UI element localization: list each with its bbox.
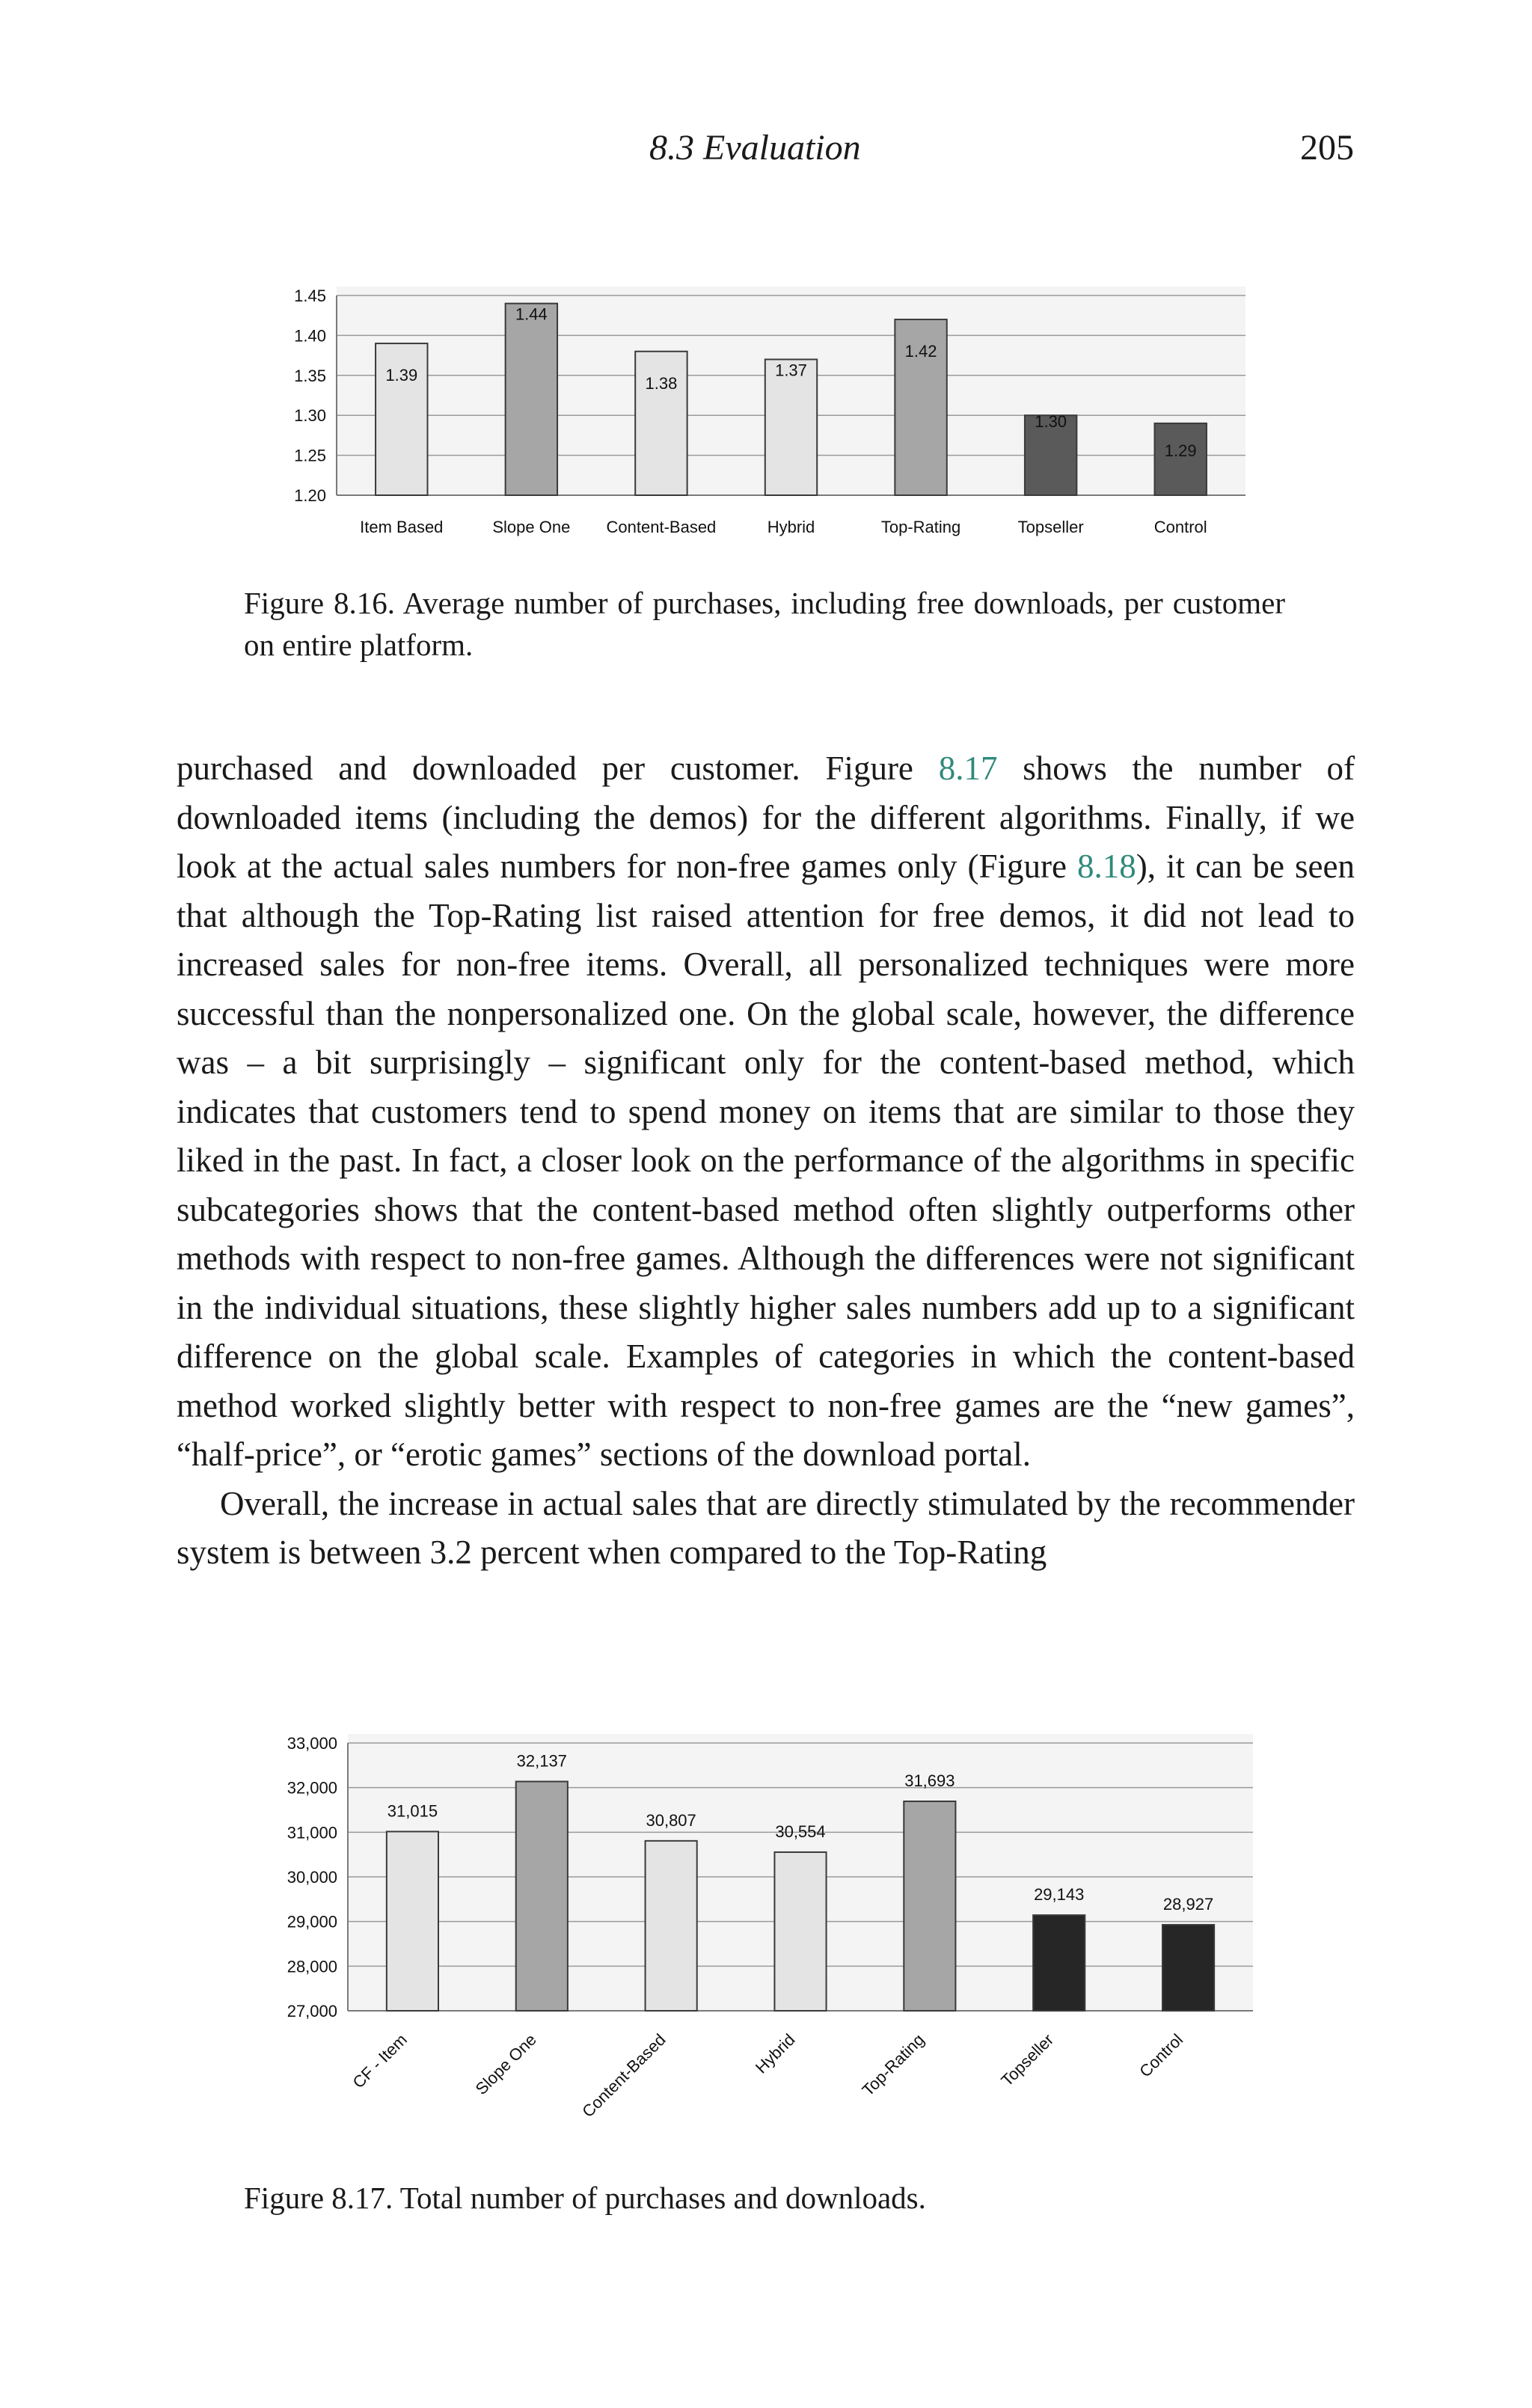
y-tick-label: 29,000 [287,1912,337,1931]
x-tick-label: Slope One [471,2029,540,2099]
y-tick-label: 33,000 [287,1734,337,1753]
data-label: 31,015 [387,1801,438,1821]
y-tick-label: 32,000 [287,1778,337,1798]
bar [506,304,557,495]
paragraph-1-text-a: purchased and downloaded per customer. Figure [177,750,939,787]
y-tick-label: 1.25 [294,446,326,465]
data-label: 28,927 [1162,1895,1214,1914]
x-tick-label: Hybrid [767,518,815,536]
y-tick-label: 1.40 [294,326,326,346]
paragraph-1-text-b: shows the number of downloaded items (including the demos) for the different algorithms. Finally, if we look at the actual sales numbers for non-free games only (Figure [177,750,1355,885]
y-tick-label: 27,000 [287,2002,337,2021]
bar [646,1841,697,2011]
bar [1162,1925,1214,2011]
figure-8-18-link[interactable]: 8.18 [1077,848,1136,885]
x-tick-label: Slope One [492,518,571,536]
page-number: 205 [1300,128,1354,168]
data-label: 1.39 [385,366,418,385]
y-tick-label: 1.30 [294,406,326,426]
x-tick-label: Hybrid [751,2029,799,2077]
x-tick-label: Topseller [1017,518,1084,536]
paragraph-1 [177,744,1355,1480]
data-label: 1.30 [1035,412,1067,432]
data-label: 31,693 [904,1771,955,1790]
bar [516,1781,568,2011]
x-tick-label: Topseller [997,2029,1058,2090]
y-tick-label: 31,000 [287,1823,337,1842]
bar [387,1831,438,2011]
page-header [0,127,1532,172]
bar [635,352,687,495]
figure-8-16-caption: Figure 8.16. Average number of purchases, including free downloads, per customer on entire platform. [244,586,1285,662]
data-label: 1.44 [515,304,548,324]
paragraph-2: Overall, the increase in actual sales that are directly stimulated by the recommender system is between 3.2 percent when compared to the Top-Rating [177,1484,1355,1571]
bar [904,1801,955,2011]
body-text [177,744,1355,1578]
figure-8-17-link[interactable]: 8.17 [938,750,998,787]
figure-8-16-chart [254,262,1257,554]
bar [1033,1915,1085,2011]
y-tick-label: 1.45 [294,287,326,305]
bar [765,359,817,495]
data-label: 1.37 [775,361,807,380]
y-tick-label: 30,000 [287,1868,337,1887]
paragraph-1-text-c: ), it can be seen that although the Top-Rating list raised attention for free demos, it did not lead to increased sales for non-free items. Overall, all personalized techniques were more successful than the nonpersonalized one. On the global scale, however, the difference was – a bit surprisingly – significant only for the content-based method, which indicates that customers tend to spend money on items that are similar to those they liked in the past. In fact, a closer look on the performance of the algorithms in specific subcategories shows that the content-based method often slightly outperforms other methods with respect to non-free games. Although the differences were not significant in the individual situations, these slightly higher sales numbers add up to a significant difference on the global scale. Examples of categories in which the content-based method worked slightly better with respect to non-free games are the “new games”, “half-price”, or “erotic games” sections of the download portal. [177,848,1355,1473]
x-tick-label: Top-Rating [858,2029,928,2100]
data-label: 1.42 [904,342,937,361]
figure-8-17-svg [254,1721,1257,2139]
data-label: 29,143 [1034,1885,1085,1905]
x-tick-label: Top-Rating [880,518,961,536]
data-label: 30,807 [646,1810,696,1830]
x-tick-label: Content-Based [578,2029,670,2121]
running-title: 8.3 Evaluation [649,128,861,168]
x-tick-label: CF - Item [349,2029,411,2092]
y-tick-label: 28,000 [287,1957,337,1976]
x-tick-label: Content-Based [606,518,717,536]
figure-8-17-chart [254,1721,1257,2139]
bar [774,1852,826,2011]
figure-8-16-svg [254,262,1257,554]
y-tick-label: 1.20 [294,486,326,505]
figure-8-17-caption: Figure 8.17. Total number of purchases and downloads. [244,2181,926,2215]
data-label: 30,554 [775,1822,826,1841]
data-label: 1.38 [645,373,678,393]
data-label: 1.29 [1164,441,1197,460]
x-tick-label: Control [1153,518,1207,536]
x-tick-label: Item Based [360,518,444,536]
y-tick-label: 1.35 [294,366,326,385]
data-label: 32,137 [516,1751,567,1771]
x-tick-label: Control [1136,2029,1187,2081]
